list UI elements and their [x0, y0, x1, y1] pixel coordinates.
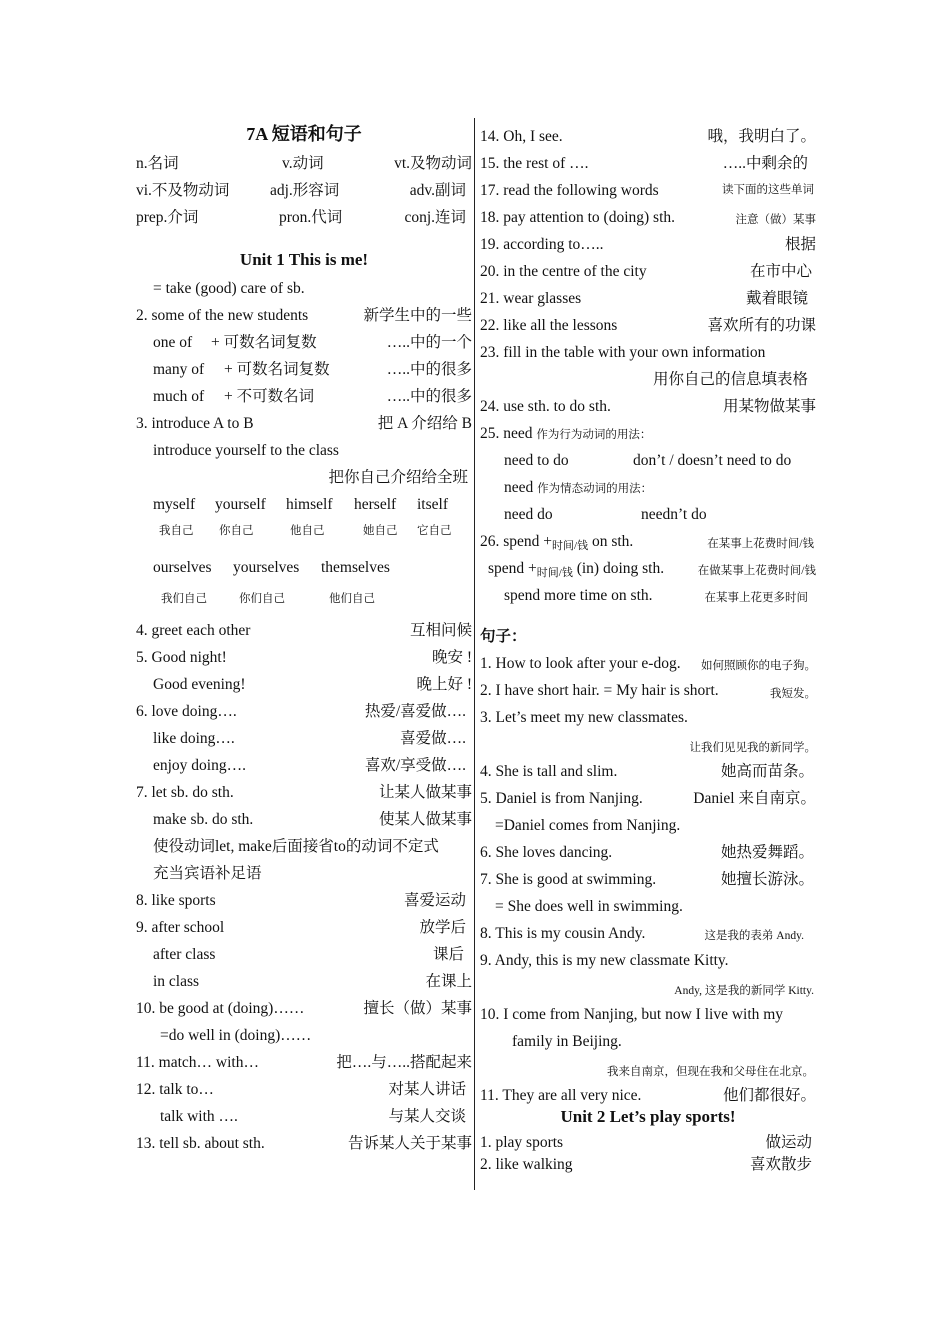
pos-row-1 [136, 150, 472, 177]
phrase-9: 9. after school 放学后 [136, 919, 466, 936]
phrase-26: 26. spend $+_{时间/钱}$ on sth. 在某事上花费时间/钱 [480, 533, 814, 552]
phrase-10b: =do well in (doing)…… [160, 1027, 312, 1044]
phrase-7: 7. let sb. do sth. 让某人做某事 [136, 784, 472, 801]
reflexive-zh-row: 我自己 你自己 他自己 她自己 它自己 [159, 525, 452, 537]
right-column [480, 118, 816, 1175]
phrase-one-of: one of + 可数名词复数 …..中的一个 [153, 334, 472, 351]
sentence-10: 10. I come from Nanjing, but now I live with my [480, 1006, 784, 1023]
pos-row-2 [136, 177, 472, 204]
phrase-3b-zh: 把你自己介绍给全班 [328, 469, 468, 486]
reflexive-plural-row: ourselves yourselves themselves [153, 559, 390, 576]
sentence-11: 11. They are all very nice. 他们都很好。 [480, 1087, 816, 1104]
unit1-heading: Unit 1 This is me! [239, 250, 369, 269]
phrase-14: 14. Oh, I see. 哦，我明白了。 [480, 128, 816, 145]
sentence-2: 2. I have short hair. = My hair is short. 我短发。 [480, 682, 816, 700]
phrase-18: 18. pay attention to (doing) sth. 注意（做）某事 [480, 209, 816, 226]
pos-vt: vt.及物动词 [394, 155, 472, 172]
sentence-3-zh: 让我们见见我的新同学。 [689, 742, 816, 754]
phrase-13: 13. tell sb. about sth. 告诉某人关于某事 [136, 1135, 472, 1152]
phrase-3b: introduce yourself to the class [153, 442, 339, 459]
phrase-26c: spend more time on sth. 在某事上花更多时间 [504, 587, 808, 604]
phrase-6b: like doing…. 喜爱做…. [153, 730, 466, 747]
phrase-25: 25. need 作为行为动词的用法： [480, 425, 652, 442]
sentence-7b: = She does well in swimming. [495, 898, 683, 915]
phrase-25d: need 作为情态动词的用法： [504, 479, 653, 496]
phrase-9c: in class 在课上 [153, 973, 472, 990]
phrase-22: 22. like all the lessons 喜欢所有的功课 [480, 317, 816, 334]
phrase-12: 12. talk to… 对某人讲话 [136, 1081, 466, 1098]
left-column [136, 118, 472, 1157]
unit2-heading: Unit 2 Let’s play sports! [560, 1107, 736, 1126]
phrase-care: = take (good) care of sb. [153, 280, 305, 297]
phrase-7b: make sb. do sth. 使某人做某事 [153, 811, 472, 828]
pos-pron: pron.代词 [279, 209, 343, 226]
pos-conj: conj.连词 [404, 209, 466, 226]
sentence-10b: family in Beijing. [512, 1033, 622, 1050]
sentence-4: 4. She is tall and slim. 她高而苗条。 [480, 763, 814, 780]
sentences-heading: 句子： [480, 628, 527, 645]
phrase-9b: after class 课后 [153, 946, 464, 963]
phrase-11: 11. match… with… 把….与…..搭配起来 [136, 1054, 472, 1071]
phrase-6: 6. love doing…. 热爱/喜爱做…. [136, 703, 466, 720]
sentence-5: 5. Daniel is from Nanjing. Daniel 来自南京。 [480, 790, 816, 807]
reflexive-row: myself yourself himself herself itself [153, 496, 448, 513]
page-title: 7A 短语和句子 [246, 124, 362, 144]
sentence-3: 3. Let’s meet my new classmates. [480, 709, 688, 726]
sentence-1: 1. How to look after your e-dog. 如何照顾你的电子狗。 [480, 655, 816, 672]
sentence-8: 8. This is my cousin Andy. 这是我的表弟 Andy. [480, 925, 804, 942]
phrase-24: 24. use sth. to do sth. 用某物做某事 [480, 398, 816, 415]
phrase-21: 21. wear glasses 戴着眼镜 [480, 290, 808, 307]
phrase-23-zh: 用你自己的信息填表格 [652, 371, 808, 388]
phrase-7d: 充当宾语补足语 [153, 865, 262, 882]
phrase-12b: talk with …. 与某人交谈 [160, 1108, 466, 1125]
sentence-9: 9. Andy, this is my new classmate Kitty. [480, 952, 729, 969]
sentence-5b: =Daniel comes from Nanjing. [495, 817, 681, 834]
sentence-7: 7. She is good at swimming. 她擅长游泳。 [480, 871, 814, 888]
phrase-26b: spend $+_{时间/钱}$ (in) doing sth. 在做某事上花费时间/钱 [488, 560, 816, 579]
sentence-6: 6. She loves dancing. 她热爱舞蹈。 [480, 844, 814, 861]
sentence-9-zh: Andy, 这是我的新同学 Kitty. [674, 985, 814, 997]
phrase-23: 23. fill in the table with your own information [480, 344, 766, 361]
pos-verb: v.动词 [282, 155, 324, 172]
phrase-7c: 使役动词let, make后面接省to的动词不定式 [153, 838, 439, 855]
phrase-4: 4. greet each other 互相问候 [136, 622, 472, 639]
phrase-20: 20. in the centre of the city 在市中心 [480, 263, 812, 280]
pos-row-3 [136, 204, 472, 231]
phrase-25e: need do needn’t do [504, 506, 707, 523]
column-divider [474, 118, 475, 1190]
reflexive-plural-zh-row: 我们自己 你们自己 他们自己 [161, 593, 375, 605]
phrase-10: 10. be good at (doing)…… 擅长（做）某事 [136, 1000, 472, 1017]
phrase-5b: Good evening! 晚上好 ! [153, 676, 472, 693]
unit2-phrase-2: 2. like walking 喜欢散步 [480, 1156, 812, 1173]
unit2-phrase-1: 1. play sports 做运动 [480, 1134, 812, 1151]
sentence-10-zh: 我来自南京，但现在我和父母住在北京。 [607, 1066, 814, 1078]
phrase-25b: need to do don’t / doesn’t need to do [504, 452, 792, 469]
pos-noun: n.名词 [136, 155, 179, 172]
pos-vi: vi.不及物动词 [136, 182, 230, 199]
phrase-2: 2. some of the new students 新学生中的一些 [136, 307, 472, 324]
pos-adv: adv.副词 [409, 182, 466, 199]
pos-prep: prep.介词 [136, 209, 199, 226]
phrase-17: 17. read the following words 读下面的这些单词 [480, 182, 814, 199]
phrase-6c: enjoy doing…. 喜欢/享受做…. [153, 757, 466, 774]
phrase-3: 3. introduce A to B 把 A 介绍给 B [136, 415, 472, 432]
phrase-15: 15. the rest of …. …..中剩余的 [480, 155, 808, 172]
phrase-8: 8. like sports 喜爱运动 [136, 892, 466, 909]
pos-adj: adj.形容词 [270, 182, 340, 199]
phrase-19: 19. according to….. 根据 [480, 236, 816, 253]
phrase-5: 5. Good night! 晚安 ! [136, 649, 472, 666]
phrase-many-of: many of + 可数名词复数 …..中的很多 [153, 361, 472, 378]
phrase-much-of: much of + 不可数名词 …..中的很多 [153, 388, 472, 405]
